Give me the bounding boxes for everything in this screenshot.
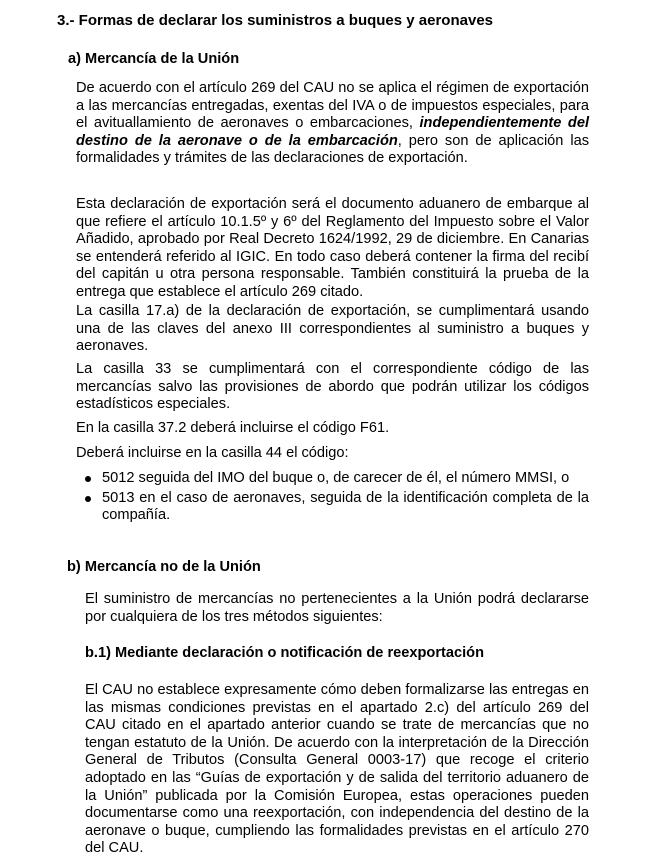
union-paragraph-3: La casilla 17.a) de la declaración de exportación, se cumplimentará usando una de las claves del anexo III correspondientes al suministro a buques y aeronaves. xyxy=(76,303,589,355)
union-paragraph-1 xyxy=(76,80,589,168)
list-item xyxy=(84,470,589,488)
list-item xyxy=(84,490,589,525)
casilla-44-code-list xyxy=(84,470,589,527)
union-paragraph-2: Esta declaración de exportación será el documento aduanero de embarque al que refiere el artículo 10.1.5º y 6º del Reglamento del Impuesto sobre el Valor Añadido, aprobado por Real Decreto 1624/1992, 29 de diciembre. En Canarias se entenderá referido al IGIC. En todo caso deberá contener la firma del recibí del capitán u otra persona responsable. También constituirá la prueba de la entrega que establece el artículo 269 citado. xyxy=(76,196,589,300)
union-paragraph-5: En la casilla 37.2 deberá incluirse el código F61. xyxy=(76,420,390,436)
reexport-subheading: b.1) Mediante declaración o notificación de reexportación xyxy=(85,645,484,661)
union-p1-emphasis: independientemente del destino de la aeronave o de la embarcación xyxy=(76,115,589,149)
union-p1-text-end: , pero son de aplicación las formalidades y trámites de las declaraciones de exportación. xyxy=(76,132,589,167)
non-union-paragraph-1: El suministro de mercancías no pertenecientes a la Unión podrá declararse por cualquiera de los tres métodos siguientes: xyxy=(85,591,589,625)
list-item-text: 5012 seguida del IMO del buque o, de carecer de él, el número MMSI, o xyxy=(102,470,570,486)
union-heading: a) Mercancía de la Unión xyxy=(68,51,240,67)
non-union-heading: b) Mercancía no de la Unión xyxy=(67,559,261,575)
bullet-icon xyxy=(85,496,91,502)
section-title: 3.- Formas de declarar los suministros a buques y aeronaves xyxy=(57,12,494,29)
union-paragraph-6: Deberá incluirse en la casilla 44 el código: xyxy=(76,445,349,461)
union-paragraph-4: La casilla 33 se cumplimentará con el correspondiente código de las mercancías salvo las provisiones de abordo que podrán utilizar los códigos estadísticos especiales. xyxy=(76,361,589,413)
union-p1-text: De acuerdo con el artículo 269 del CAU no se aplica el régimen de exportación a las mercancías entregadas, exentas del IVA o de impuestos especiales, para el avituallamiento de aeronaves o embarcaciones, xyxy=(76,80,589,132)
non-union-paragraph-2: El CAU no establece expresamente cómo deben formalizarse las entregas en las mismas condiciones previstas en el apartado 2.c) del artículo 269 del CAU citado en el apartado anterior cuando se trate de mercancías que no tengan estatuto de la Unión. De acuerdo con la interpretación de la Dirección General de Tributos (Consulta General 0003-17) que recoge el criterio adoptado en las “Guías de exportación y de salida del territorio aduanero de la Unión” publicada por la Comisión Europea, estas operaciones pueden documentarse como una reexportación, con independencia del destino de la aeronave o buque, cumpliendo las formalidades previstas en el artículo 270 del CAU. xyxy=(85,682,589,857)
list-item-text: 5013 en el caso de aeronaves, seguida de la identificación completa de la compañía. xyxy=(102,489,589,524)
bullet-icon xyxy=(85,476,91,482)
